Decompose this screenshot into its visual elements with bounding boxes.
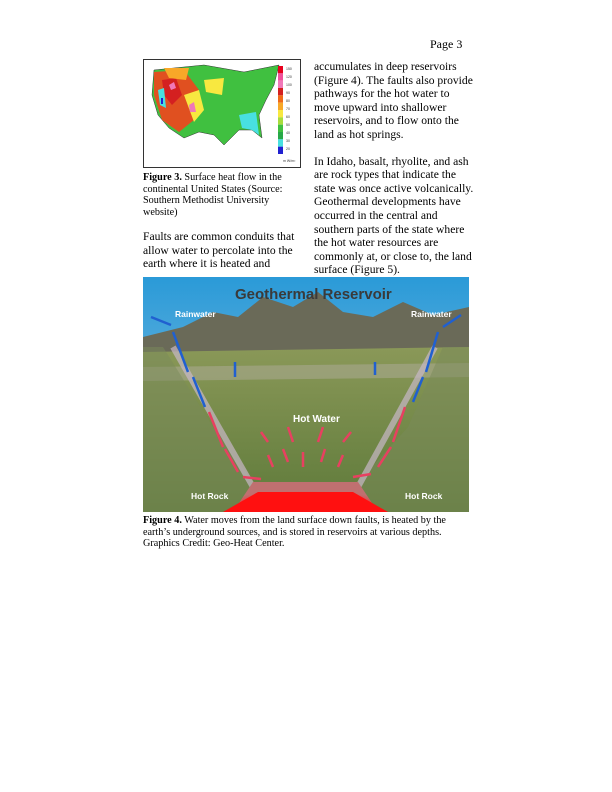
figure3-caption <box>143 172 293 218</box>
right-column <box>314 60 474 277</box>
left-paragraph: Faults are common conduits that allow water to percolate into the earth where it is heated and <box>143 230 295 271</box>
geothermal-reservoir-diagram <box>143 277 469 512</box>
legend-value: 40 <box>286 131 290 135</box>
rainwater-left-label: Rainwater <box>175 309 216 319</box>
legend-swatch <box>278 103 283 110</box>
legend-swatch <box>278 125 283 132</box>
legend-value: 50 <box>286 123 290 127</box>
legend-swatch <box>278 117 283 124</box>
hot-rock-left-label: Hot Rock <box>191 491 229 501</box>
legend-swatch <box>278 88 283 95</box>
legend-swatch <box>278 110 283 117</box>
right-paragraph-2: In Idaho, basalt, rhyolite, and ash are rock types that indicate the state was once active volcanically. Geothermal developments have occurred in the central and southern parts of the state where the hot water resources are commonly at, or close to, the land surface (Figure 5). <box>314 154 474 277</box>
legend-value: 60 <box>286 115 290 119</box>
hot-water-label: Hot Water <box>293 414 340 425</box>
figure4-caption-label: Figure 4. <box>143 515 182 526</box>
diagram-title: Geothermal Reservoir <box>235 286 392 303</box>
map-legend <box>278 66 283 154</box>
heat-flow-map <box>143 59 301 168</box>
legend-value: 90 <box>286 91 290 95</box>
legend-swatch <box>278 81 283 88</box>
rainwater-right-label: Rainwater <box>411 309 452 319</box>
legend-swatch <box>278 66 283 73</box>
legend-value: 120 <box>286 75 292 79</box>
figure3-caption-text: Surface heat flow in the continental United States (Source: Southern Methodist University website) <box>143 172 283 218</box>
legend-value: 100 <box>286 83 292 87</box>
legend-swatch <box>278 73 283 80</box>
right-paragraph-1: accumulates in deep reservoirs (Figure 4). The faults also provide pathways for the hot water to move upward into shallower reservoirs, and to flow onto the land as hot springs. <box>314 60 473 141</box>
legend-swatch <box>278 95 283 102</box>
legend-value: 30 <box>286 139 290 143</box>
legend-value: 80 <box>286 99 290 103</box>
legend-value: 70 <box>286 107 290 111</box>
hot-rock-right-label: Hot Rock <box>405 491 443 501</box>
figure4-caption <box>143 515 473 550</box>
legend-swatch <box>278 139 283 146</box>
legend-swatch <box>278 147 283 154</box>
figure4-caption-text: Water moves from the land surface down faults, is heated by the earth’s underground sources, and is stored in reservoirs at various depths. Graphics Credit: Geo-Heat Center. <box>143 515 446 550</box>
legend-unit: m W/m² <box>283 159 296 163</box>
legend-value: 20 <box>286 147 290 151</box>
page-number: Page 3 <box>430 37 463 51</box>
legend-swatch <box>278 132 283 139</box>
figure3-caption-label: Figure 3. <box>143 172 182 183</box>
legend-value: 150 <box>286 67 292 71</box>
